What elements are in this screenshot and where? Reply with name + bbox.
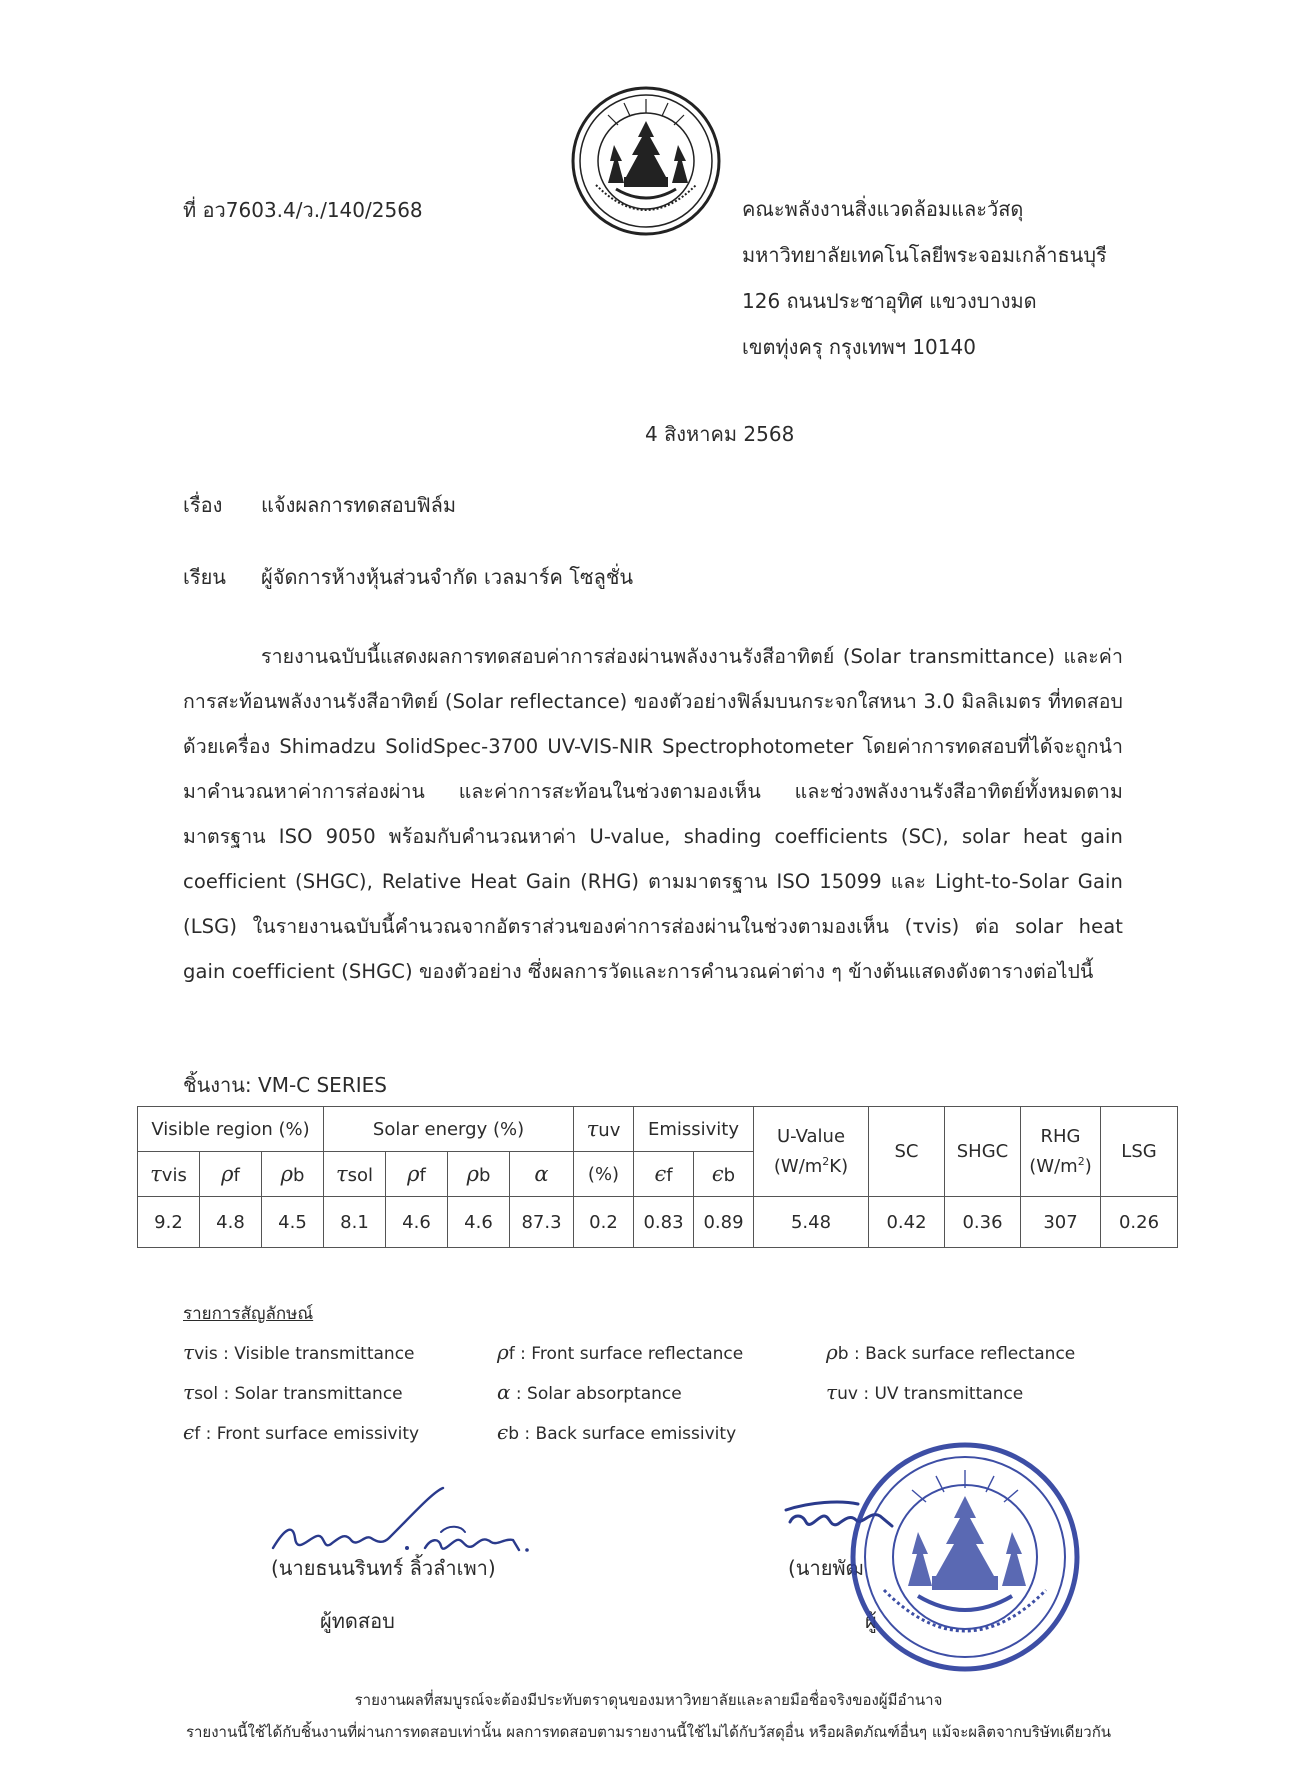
recipient-text: ผู้จัดการห้างหุ้นส่วนจำกัด เวลมาร์ค โซลูชั่น — [261, 565, 634, 589]
approver-name: (นายพัฒ — [788, 1556, 864, 1580]
recipient-label: เรียน — [183, 565, 226, 589]
legend-item: ϵb : Back surface emissivity — [497, 1420, 737, 1444]
subject-text: แจ้งผลการทดสอบฟิล์ม — [261, 493, 457, 517]
value-pb-visible: 4.5 — [262, 1197, 324, 1248]
value-pf-solar: 4.6 — [386, 1197, 448, 1248]
address-line: มหาวิทยาลัยเทคโนโลยีพระจอมเกล้าธนบุรี — [742, 243, 1107, 267]
legend-item: ρf : Front surface reflectance — [497, 1340, 744, 1364]
legend-item: τvis : Visible transmittance — [183, 1340, 415, 1364]
subheader-pb-visible: ρb — [262, 1152, 324, 1197]
value-sc: 0.42 — [869, 1197, 945, 1248]
footer-note-1: รายงานผลที่สมบูรณ์จะต้องมีประทับตราดุนของมหาวิทยาลัยและลายมือชื่อจริงของผู้มีอำนาจ — [354, 1691, 943, 1709]
header-sc: SC — [869, 1107, 945, 1197]
value-tuv: 0.2 — [574, 1197, 634, 1248]
value-tvis: 9.2 — [138, 1197, 200, 1248]
legend-item: τuv : UV transmittance — [826, 1380, 1024, 1404]
specimen-label: ชิ้นงาน: VM-C SERIES — [183, 1073, 387, 1097]
faculty-address — [742, 195, 1107, 379]
subheader-ef: ϵf — [634, 1152, 694, 1197]
results-table — [137, 1106, 1178, 1248]
legend-item: τsol : Solar transmittance — [183, 1380, 403, 1404]
address-line: เขตทุ่งครุ กรุงเทพฯ 10140 — [742, 335, 976, 359]
header-shgc: SHGC — [945, 1107, 1021, 1197]
value-alpha: 87.3 — [510, 1197, 574, 1248]
header-visible-region: Visible region (%) — [138, 1107, 324, 1152]
address-line: 126 ถนนประชาอุทิศ แขวงบางมด — [742, 289, 1037, 313]
subheader-pf-visible: ρf — [200, 1152, 262, 1197]
legend-item: ϵf : Front surface emissivity — [183, 1420, 420, 1444]
tester-name: (นายธนนรินทร์ ลิ้วลำเพา) — [271, 1556, 496, 1580]
legend-item: α : Solar absorptance — [497, 1380, 682, 1404]
header-solar-energy: Solar energy (%) — [324, 1107, 574, 1152]
value-uvalue: 5.48 — [754, 1197, 869, 1248]
value-shgc: 0.36 — [945, 1197, 1021, 1248]
value-pb-solar: 4.6 — [448, 1197, 510, 1248]
letter-date: 4 สิงหาคม 2568 — [645, 422, 795, 446]
value-ef: 0.83 — [634, 1197, 694, 1248]
legend-title: รายการสัญลักษณ์ — [183, 1304, 314, 1324]
body-paragraph: รายงานฉบับนี้แสดงผลการทดสอบค่าการส่องผ่านพลังงานรังสีอาทิตย์ (Solar transmittance) และค่าการสะท้อนพลังงานรังสีอาทิตย์ (Solar reflectance) ของตัวอย่างฟิล์มบนกระจกใสหนา 3.0 มิลลิเมตร ที่ทดสอบด้วยเครื่อง Shimadzu SolidSpec-3700 UV-VIS-NIR Spectrophotometer โดยค่าการทดสอบที่ได้จะถูกนำมาคำนวณหาค่าการส่องผ่าน และค่าการสะท้อนในช่วงตามองเห็น และช่วงพลังงานรังสีอาทิตย์ทั้งหมดตามมาตรฐาน ISO 9050 พร้อมกับคำนวณหาค่า U-value, shading coefficients (SC), solar heat gain coefficient (SHGC), Relative Heat Gain (RHG) ตามมาตรฐาน ISO 15099 และ Light-to-Solar Gain (LSG) ในรายงานฉบับนี้คำนวณจากอัตราส่วนของค่าการส่องผ่านในช่วงตามองเห็น (τvis) ต่อ solar heat gain coefficient (SHGC) ของตัวอย่าง ซึ่งผลการวัดและการคำนวณค่าต่าง ๆ ข้างต้นแสดงดังตารางต่อไปนี้ — [183, 645, 1123, 983]
value-rhg: 307 — [1021, 1197, 1101, 1248]
address-line: คณะพลังงานสิ่งแวดล้อมและวัสดุ — [742, 197, 1024, 221]
table-row — [138, 1197, 1178, 1248]
legend-item: ρb : Back surface reflectance — [826, 1340, 1076, 1364]
subheader-pb-solar: ρb — [448, 1152, 510, 1197]
subheader-tsol: τsol — [324, 1152, 386, 1197]
subheader-alpha: α — [510, 1152, 574, 1197]
header-lsg: LSG — [1101, 1107, 1178, 1197]
header-tuv: τuv — [574, 1107, 634, 1152]
university-seal-logo — [570, 85, 722, 237]
subheader-tuv-unit: (%) — [574, 1152, 634, 1197]
tester-role: ผู้ทดสอบ — [320, 1609, 395, 1633]
official-stamp-seal — [848, 1440, 1082, 1674]
subheader-pf-solar: ρf — [386, 1152, 448, 1197]
subject-label: เรื่อง — [183, 493, 223, 517]
value-pf-visible: 4.8 — [200, 1197, 262, 1248]
footer-note-2: รายงานนี้ใช้ได้กับชิ้นงานที่ผ่านการทดสอบเท่านั้น ผลการทดสอบตามรายงานนี้ใช้ไม่ได้กับวัสดุอื่น หรือผลิตภัณฑ์อื่นๆ แม้จะผลิตจากบริษัทเดียวกัน — [185, 1723, 1112, 1741]
value-eb: 0.89 — [694, 1197, 754, 1248]
value-lsg: 0.26 — [1101, 1197, 1178, 1248]
subheader-tvis: τvis — [138, 1152, 200, 1197]
value-tsol: 8.1 — [324, 1197, 386, 1248]
reference-number: ที่ อว7603.4/ว./140/2568 — [183, 198, 423, 222]
header-uvalue: U-Value $(W/m^2K)$ — [754, 1107, 869, 1197]
header-rhg: RHG $(W/m^2)$ — [1021, 1107, 1101, 1197]
subheader-eb: ϵb — [694, 1152, 754, 1197]
header-emissivity: Emissivity — [634, 1107, 754, 1152]
approver-role: ผู้ — [865, 1609, 877, 1633]
